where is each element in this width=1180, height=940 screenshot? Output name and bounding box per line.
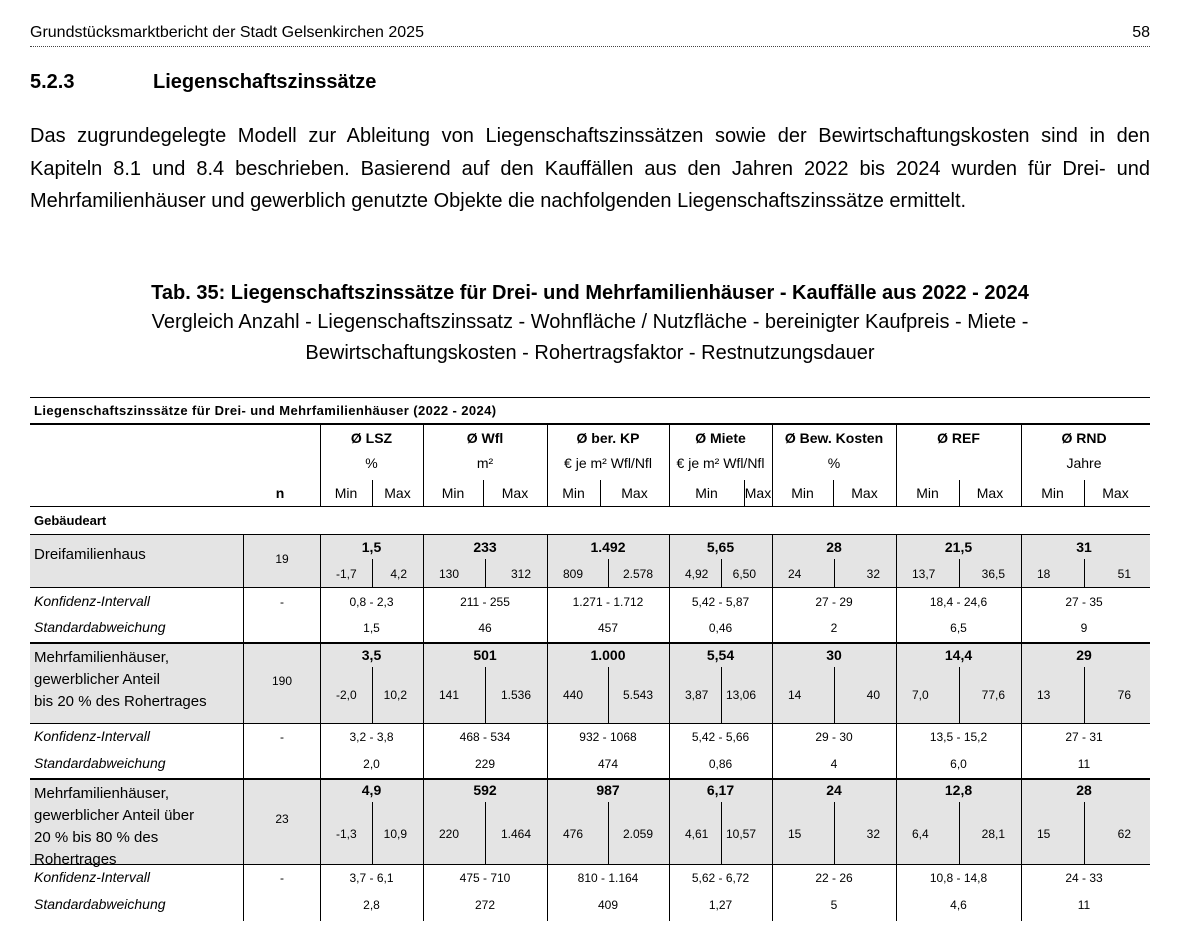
mean-value: 12,8 (944, 782, 973, 798)
min-max-divider (483, 480, 484, 506)
confidence-interval-value: 810 - 1.164 (577, 871, 639, 885)
min-max-divider (833, 480, 834, 506)
mean-value: 28 (826, 539, 842, 555)
std-dev-value: 272 (474, 898, 496, 912)
confidence-interval-value: 932 - 1068 (579, 730, 637, 744)
min-max-tick (1084, 802, 1085, 864)
std-dev-value: 11 (1077, 757, 1091, 771)
min-label: Min (441, 485, 465, 501)
row-rule (30, 778, 1150, 780)
row-rule (30, 642, 1150, 644)
std-dev-value: 2,8 (363, 898, 380, 912)
min-max-tick (1084, 667, 1085, 723)
confidence-interval-label: Konfidenz-Intervall (34, 869, 150, 885)
column-unit: m² (476, 455, 494, 471)
max-value: 28,1 (981, 827, 1005, 841)
min-max-tick (834, 559, 835, 587)
column-rule (423, 534, 424, 921)
mean-value: 987 (596, 782, 620, 798)
column-rule (669, 534, 670, 921)
min-max-tick (372, 559, 373, 587)
min-max-tick (485, 802, 486, 864)
min-label: Min (334, 485, 358, 501)
confidence-interval-label: Konfidenz-Intervall (34, 728, 150, 744)
table-caption (30, 279, 1150, 369)
table-top-rule (30, 397, 1150, 398)
min-value: 4,92 (685, 567, 709, 581)
std-dev-label: Standardabweichung (34, 619, 166, 635)
row-rule (30, 723, 1150, 724)
mean-value: 501 (473, 647, 497, 663)
std-dev-value: 2,0 (363, 757, 380, 771)
column-rule (1021, 534, 1022, 921)
column-header: Ø RND (1061, 430, 1107, 446)
min-label: Min (695, 485, 718, 501)
confidence-interval-value: 5,42 - 5,87 (691, 595, 750, 609)
confidence-interval-n: - (280, 595, 284, 609)
confidence-interval-value: 5,62 - 6,72 (691, 871, 750, 885)
confidence-interval-label: Konfidenz-Intervall (34, 593, 150, 609)
row-label-line: bis 20 % des Rohertrages (34, 693, 207, 710)
row-rule (30, 587, 1150, 588)
confidence-interval-value: 0,8 - 2,3 (349, 595, 394, 609)
std-dev-value: 229 (474, 757, 496, 771)
column-header: Ø REF (937, 430, 980, 446)
min-label: Min (1041, 485, 1064, 501)
confidence-interval-value: 211 - 255 (460, 595, 510, 609)
max-label: Max (501, 485, 529, 501)
mean-value: 5,54 (706, 647, 735, 663)
max-value: 32 (866, 567, 880, 581)
column-header: Ø Wfl (466, 430, 504, 446)
max-value: 2.059 (622, 827, 653, 841)
confidence-interval-value: 22 - 26 (815, 871, 853, 885)
min-value: 15 (1037, 827, 1051, 841)
min-max-tick (608, 559, 609, 587)
min-max-tick (608, 667, 609, 723)
max-label: Max (744, 485, 772, 501)
max-value: 51 (1117, 567, 1131, 581)
confidence-interval-value: 1.271 - 1.712 (572, 595, 644, 609)
min-value: 141 (439, 688, 460, 702)
min-value: 24 (788, 567, 802, 581)
column-header: Ø ber. KP (576, 430, 640, 446)
interest-rate-table (30, 397, 1150, 921)
max-label: Max (1102, 485, 1129, 501)
std-dev-value: 457 (597, 621, 619, 635)
max-label: Max (851, 485, 878, 501)
confidence-interval-value: 13,5 - 15,2 (929, 730, 988, 744)
std-dev-value: 4 (830, 757, 838, 771)
column-rule (547, 534, 548, 921)
max-label: Max (384, 485, 411, 501)
std-dev-value: 1,27 (708, 898, 733, 912)
max-value: 10,9 (383, 827, 407, 841)
max-value: 4,2 (390, 567, 407, 581)
header-bottom-rule (30, 506, 1150, 507)
mean-value: 3,5 (361, 647, 382, 663)
min-value: -1,7 (336, 567, 357, 581)
std-dev-value: 46 (478, 621, 492, 635)
count-cell: 19 (275, 552, 289, 566)
table-title: Liegenschaftszinssätze für Drei- und Mehrfamilienhäuser (2022 - 2024) (34, 403, 497, 418)
column-unit: € je m² Wfl/Nfl (676, 455, 765, 471)
max-value: 13,06 (725, 688, 756, 702)
table-title-rule (30, 423, 1150, 425)
min-max-tick (372, 667, 373, 723)
min-max-divider (600, 480, 601, 506)
row-label-line: Mehrfamilienhäuser, (34, 649, 170, 666)
min-value: 130 (439, 567, 460, 581)
running-header (30, 22, 1150, 47)
std-dev-value: 0,86 (708, 757, 733, 771)
n-header: n (275, 485, 285, 501)
intro-paragraph: Das zugrundegelegte Modell zur Ableitung von Liegenschaftszinssätzen sowie der Bewirtschaftungskosten sind in den Kapiteln 8.1 und 8.4 beschrieben. Basierend auf den Kauffällen aus den Jahren 2022 bis 2024 wurden für Drei- und Mehrfamilienhäuser und gewerblich genutzte Objekte die nachfolgenden Liegenschaftszinssätze ermittelt. (30, 125, 1150, 212)
min-value: 18 (1037, 567, 1051, 581)
row-label-line: Rohertrages (34, 851, 117, 868)
min-max-tick (485, 667, 486, 723)
min-value: 440 (563, 688, 584, 702)
max-label: Max (621, 485, 648, 501)
std-dev-value: 6,5 (950, 621, 967, 635)
row-label-line: gewerblicher Anteil (34, 671, 160, 688)
min-max-tick (1084, 559, 1085, 587)
mean-value: 14,4 (944, 647, 973, 663)
min-label: Min (916, 485, 939, 501)
min-max-divider (959, 480, 960, 506)
max-value: 1.536 (500, 688, 531, 702)
std-dev-label: Standardabweichung (34, 896, 166, 912)
max-value: 77,6 (981, 688, 1005, 702)
column-unit: Jahre (1066, 455, 1102, 471)
mean-value: 5,65 (706, 539, 735, 555)
min-value: 6,4 (912, 827, 929, 841)
row-label-line: Mehrfamilienhäuser, (34, 785, 170, 802)
row-label-line: gewerblicher Anteil über (34, 807, 195, 824)
confidence-interval-n: - (280, 730, 284, 744)
column-header: Ø Miete (695, 430, 746, 446)
min-max-tick (485, 559, 486, 587)
std-dev-value: 0,46 (708, 621, 733, 635)
min-max-tick (721, 559, 722, 587)
confidence-interval-value: 3,7 - 6,1 (349, 871, 394, 885)
row-rule (30, 534, 1150, 535)
min-label: Min (562, 485, 585, 501)
min-value: 3,87 (685, 688, 709, 702)
min-value: -1,3 (336, 827, 357, 841)
mean-value: 4,9 (361, 782, 382, 798)
column-unit: % (365, 455, 378, 471)
section-title: Liegenschaftszinssätze (153, 71, 377, 93)
max-value: 10,57 (725, 827, 756, 841)
min-value: 4,61 (685, 827, 709, 841)
std-dev-value: 6,0 (950, 757, 967, 771)
max-label: Max (976, 485, 1004, 501)
min-max-tick (959, 802, 960, 864)
max-value: 312 (510, 567, 531, 581)
std-dev-value: 474 (597, 757, 619, 771)
mean-value: 6,17 (706, 782, 735, 798)
max-value: 1.464 (500, 827, 531, 841)
min-value: 220 (439, 827, 460, 841)
mean-value: 31 (1076, 539, 1092, 555)
mean-value: 21,5 (944, 539, 973, 555)
max-value: 62 (1117, 827, 1131, 841)
std-dev-value: 4,6 (950, 898, 967, 912)
column-unit: € je m² Wfl/Nfl (564, 455, 652, 471)
column-header: Ø Bew. Kosten (784, 430, 884, 446)
mean-value: 1.492 (590, 539, 626, 555)
std-dev-value: 9 (1080, 621, 1088, 635)
max-value: 6,50 (732, 567, 756, 581)
min-max-tick (372, 802, 373, 864)
mean-value: 1,5 (361, 539, 382, 555)
confidence-interval-value: 27 - 29 (815, 595, 853, 609)
group-label: Gebäudeart (34, 513, 107, 528)
mean-value: 29 (1076, 647, 1092, 663)
min-max-divider (744, 480, 745, 506)
column-rule (772, 534, 773, 921)
std-dev-value: 409 (597, 898, 619, 912)
min-max-tick (721, 802, 722, 864)
min-value: 809 (563, 567, 584, 581)
min-max-tick (721, 667, 722, 723)
std-dev-value: 1,5 (363, 621, 380, 635)
min-value: 13 (1037, 688, 1051, 702)
min-value: -2,0 (336, 688, 357, 702)
column-unit: % (827, 455, 841, 471)
max-value: 32 (866, 827, 880, 841)
min-label: Min (791, 485, 814, 501)
min-max-tick (608, 802, 609, 864)
min-max-divider (372, 480, 373, 506)
table-caption-subtitle-1: Vergleich Anzahl - Liegenschaftszinssatz - Wohnfläche / Nutzfläche - bereinigter Kaufpreis - Miete - (151, 311, 1029, 333)
row-label: Dreifamilienhaus (34, 546, 146, 563)
min-max-tick (959, 559, 960, 587)
std-dev-label: Standardabweichung (34, 755, 166, 771)
confidence-interval-value: 29 - 30 (815, 730, 853, 744)
min-value: 13,7 (912, 567, 936, 581)
page-number: 58 (1132, 24, 1150, 41)
mean-value: 30 (826, 647, 842, 663)
min-max-tick (834, 667, 835, 723)
max-value: 40 (866, 688, 880, 702)
report-title: Grundstücksmarktbericht der Stadt Gelsenkirchen 2025 (30, 24, 424, 41)
confidence-interval-n: - (280, 871, 284, 885)
mean-value: 24 (826, 782, 842, 798)
confidence-interval-value: 468 - 534 (459, 730, 511, 744)
max-value: 36,5 (981, 567, 1005, 581)
min-max-tick (834, 802, 835, 864)
max-value: 2.578 (622, 567, 653, 581)
std-dev-value: 2 (830, 621, 838, 635)
confidence-interval-value: 18,4 - 24,6 (929, 595, 988, 609)
count-cell: 190 (271, 674, 293, 688)
section-heading (30, 71, 376, 94)
table-caption-subtitle-2: Bewirtschaftungskosten - Rohertragsfaktor - Restnutzungsdauer (305, 342, 875, 364)
min-value: 7,0 (912, 688, 929, 702)
row-label-line: 20 % bis 80 % des (34, 829, 159, 846)
std-dev-value: 5 (830, 898, 838, 912)
mean-value: 233 (473, 539, 497, 555)
max-value: 10,2 (383, 688, 407, 702)
min-max-tick (959, 667, 960, 723)
count-cell: 23 (275, 812, 289, 826)
max-value: 76 (1117, 688, 1131, 702)
confidence-interval-value: 10,8 - 14,8 (929, 871, 988, 885)
mean-value: 592 (473, 782, 497, 798)
min-value: 15 (788, 827, 802, 841)
table-caption-title: Tab. 35: Liegenschaftszinssätze für Drei- und Mehrfamilienhäuser - Kauffälle aus 2022 - 2024 (151, 282, 1029, 304)
confidence-interval-value: 475 - 710 (459, 871, 511, 885)
max-value: 5.543 (622, 688, 653, 702)
min-value: 14 (788, 688, 802, 702)
mean-value: 1.000 (590, 647, 626, 663)
min-value: 476 (563, 827, 584, 841)
confidence-interval-value: 3,2 - 3,8 (349, 730, 394, 744)
confidence-interval-value: 27 - 31 (1065, 730, 1103, 744)
confidence-interval-value: 27 - 35 (1065, 595, 1103, 609)
column-rule (320, 534, 321, 921)
std-dev-value: 11 (1077, 898, 1091, 912)
mean-value: 28 (1076, 782, 1092, 798)
min-max-divider (1084, 480, 1085, 506)
confidence-interval-value: 5,42 - 5,66 (691, 730, 750, 744)
column-rule (896, 534, 897, 921)
confidence-interval-value: 24 - 33 (1065, 871, 1103, 885)
section-number: 5.2.3 (30, 71, 75, 93)
column-header: Ø LSZ (350, 430, 393, 446)
